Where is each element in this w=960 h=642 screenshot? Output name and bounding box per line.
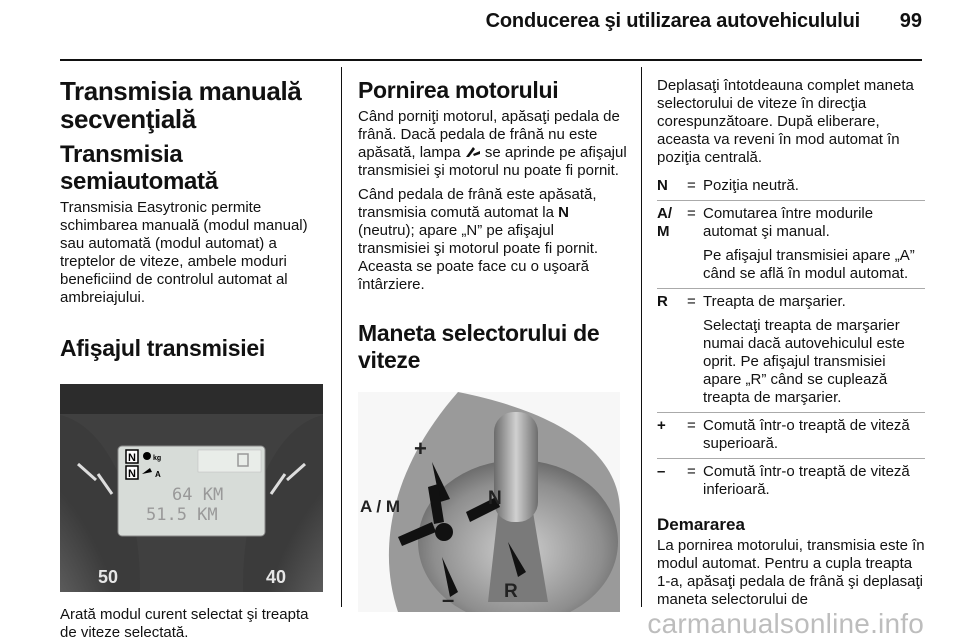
subsection-heading: Transmisia semiautomată: [60, 141, 218, 195]
text-segment: se aprinde pe afişajul transmisiei şi motorul nu poate fi pornit.: [358, 144, 627, 179]
column-rule-1: [341, 67, 342, 607]
column-1: [60, 77, 328, 642]
mode-label: A: [155, 470, 161, 479]
def-separator: [657, 412, 925, 413]
watermark: carmanualsonline.info: [647, 608, 924, 639]
dial-number-right: 40: [266, 567, 287, 587]
r-label: R: [504, 581, 518, 602]
display-heading: Afişajul transmisiei: [60, 335, 265, 361]
page-number: 99: [899, 10, 922, 32]
selector-intro: Deplasaţi întotdeauna complet maneta selectorului de viteze în direcţia corespunzătoare. După eliberare, aceasta va reveni în mod automat în poziţia centrală.: [657, 77, 914, 166]
figure-caption: Arată modul curent selectat şi treapta de viteze selectată.: [60, 606, 309, 641]
start-off-heading: Demararea: [657, 515, 745, 534]
def-subtext: Pe afişajul transmisiei apare „A” când se află în modul automat.: [703, 247, 915, 282]
dial-number-left: 50: [98, 567, 119, 587]
brake-pedal-icon: [465, 145, 481, 159]
def-value: Poziţia neutră.: [703, 177, 799, 194]
def-key: R: [657, 293, 668, 310]
engine-start-heading: Pornirea motorului: [358, 77, 559, 103]
def-eq: =: [687, 177, 696, 194]
def-row: [657, 177, 925, 195]
def-row: [657, 205, 925, 241]
def-value: Comută într-o treaptă de viteză inferioară.: [703, 463, 910, 498]
selector-lever-heading: Maneta selectorului de viteze: [358, 320, 600, 373]
transmission-display-figure: [60, 384, 323, 592]
selector-lever-figure: [358, 392, 620, 612]
selector-lever-illustration: [358, 392, 620, 612]
text-segment: Când porniţi motorul, apăsaţi pedala de frână. Dacă pedala de frână nu este apăsată, lampa: [358, 108, 620, 161]
minus-label: –: [442, 587, 455, 612]
display-line-1: 64 KM: [172, 485, 224, 505]
def-key: +: [657, 417, 666, 434]
def-key: N: [657, 177, 668, 194]
def-eq: =: [687, 463, 696, 480]
neutral-label: N: [558, 204, 569, 221]
text-segment: Când pedala de frână este apăsată, transmisia comută automat la: [358, 186, 597, 221]
def-value: Comută într-o treaptă de viteză superioară.: [703, 417, 910, 452]
pivot-dot: [435, 523, 453, 541]
def-eq: =: [687, 293, 696, 310]
intro-paragraph: Transmisia Easytronic permite schimbarea manuală (modul manual) sau automată (modul automat) a treptelor de viteze, ambele moduri beneficiind de controlul automat al ambreiajului.: [60, 199, 308, 306]
header-rule: [60, 59, 922, 61]
unit-label: kg: [153, 455, 162, 462]
def-row: [657, 293, 925, 311]
gear-indicator-bottom: N: [128, 468, 136, 480]
def-subtext: Selectaţi treapta de marşarier numai dacă autovehiculul este oprit. Pe afişajul transmisiei apare „R” când se cuplează treapta de marşarier.: [703, 317, 905, 406]
text-segment: (neutru); apare „N” pe afişajul transmisiei şi motorul poate fi pornit. Aceasta se poate face cu o uşoară întârziere.: [358, 222, 599, 293]
plus-label: +: [414, 436, 427, 461]
def-key: –: [657, 463, 666, 480]
def-value: Treapta de marşarier.: [703, 293, 846, 310]
instrument-cluster-illustration: [60, 384, 323, 592]
def-separator: [657, 458, 925, 459]
section-heading: Transmisia manuală secvenţială: [60, 76, 302, 134]
def-separator: [657, 200, 925, 201]
def-eq: =: [687, 205, 696, 222]
column-2: [358, 77, 628, 612]
def-row: [657, 417, 925, 453]
column-3: [657, 77, 925, 609]
engine-start-paragraph-1: [358, 108, 628, 180]
engine-start-paragraph-2: [358, 186, 628, 294]
def-eq: =: [687, 417, 696, 434]
def-separator: [657, 288, 925, 289]
def-row: [657, 463, 925, 499]
start-off-paragraph: La pornirea motorului, transmisia este în modul automat. Pentru a cupla treapta 1-a, apăsaţi pedala de frână şi deplasaţi maneta selectorului de: [657, 537, 925, 608]
gear-indicator-top: N: [128, 452, 136, 464]
column-rule-2: [641, 67, 642, 607]
def-value: Comutarea între modurile automat şi manual.: [703, 205, 874, 240]
running-header: Conducerea şi utilizarea autovehiculului: [485, 10, 860, 32]
am-label: A / M: [360, 497, 400, 516]
def-key: A/ M: [657, 205, 672, 240]
n-label: N: [488, 488, 502, 509]
definition-list: [657, 177, 925, 499]
display-line-2: 51.5 KM: [146, 505, 218, 525]
gear-cog-icon: [143, 452, 151, 460]
